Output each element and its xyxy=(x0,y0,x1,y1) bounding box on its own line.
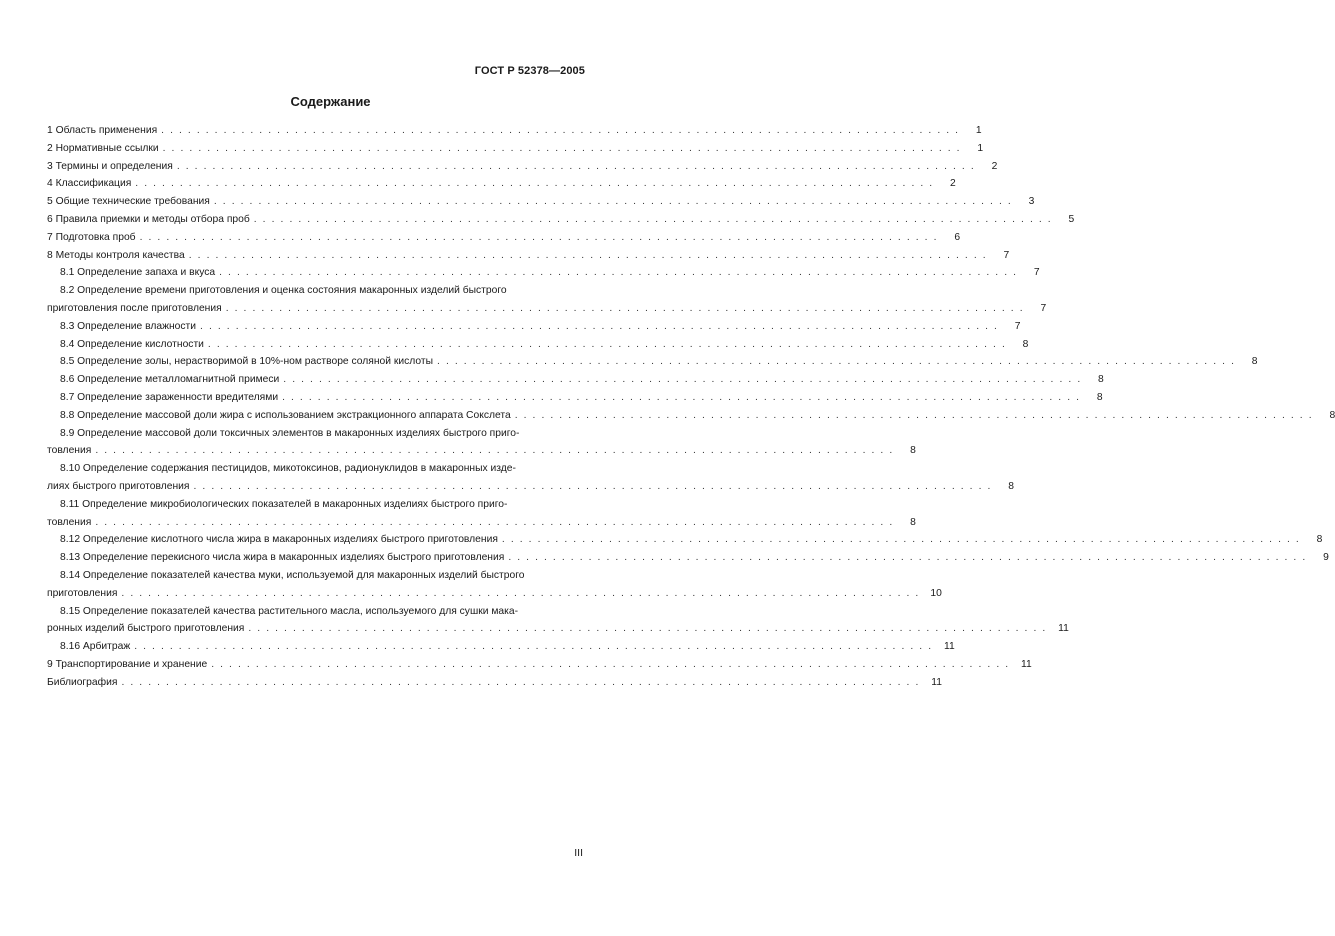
toc-entry xyxy=(47,549,1329,567)
toc-entry xyxy=(47,336,1029,354)
toc-entry-text: 8.8 Определение массовой доли жира с использованием экстракционного аппарата Сокслета xyxy=(60,409,511,421)
toc-entry xyxy=(47,638,955,656)
toc-page-number: 2 xyxy=(991,160,998,172)
toc-entry-text: 8.2 Определение времени приготовления и оценка состояния макаронных изделий быстрого xyxy=(60,285,507,297)
toc-entry xyxy=(47,656,1032,674)
toc-page-number: 8 xyxy=(910,516,916,528)
toc-entry xyxy=(47,674,942,692)
toc-entry-text: приготовления после приготовления xyxy=(47,302,222,314)
toc-entry-line xyxy=(47,282,587,300)
toc-entry xyxy=(47,211,1075,229)
dot-leader: . . . . . . . . . . . . . . . . . . . . . . . . . . . . . . . . . . . . . . . . . . . . . . . . . . . . . . . . . . . . . . . . . . . . . . . . . . . . . . . . . . . . . . . . . . xyxy=(200,320,999,332)
toc-entry-text: товления xyxy=(47,516,92,528)
toc-page-number: 11 xyxy=(1058,623,1069,635)
toc-page-number: 8 xyxy=(1008,480,1014,492)
toc-entry xyxy=(47,353,1258,371)
toc-entry-text: 8.1 Определение запаха и вкуса xyxy=(60,267,216,279)
toc-entry xyxy=(47,318,1021,336)
toc-entry xyxy=(47,407,1335,425)
toc-page-number: 10 xyxy=(930,587,942,599)
toc-entry xyxy=(47,514,916,532)
toc-page-number: 11 xyxy=(1021,658,1032,670)
dot-leader: . . . . . . . . . . . . . . . . . . . . . . . . . . . . . . . . . . . . . . . . . . . . . . . . . . . . . . . . . . . . . . . . . . . . . . . . . . . . . . . . . . . . . . . . . . xyxy=(508,552,1307,564)
toc-entry-text: лиях быстрого приготовления xyxy=(47,480,190,492)
toc-entry-text: 8.16 Арбитраж xyxy=(60,641,131,653)
dot-leader: . . . . . . . . . . . . . . . . . . . . . . . . . . . . . . . . . . . . . . . . . . . . . . . . . . . . . . . . . . . . . . . . . . . . . . . . . . . . . . . . . . . . . . . . . . xyxy=(95,516,894,528)
toc-page-number: 7 xyxy=(1040,302,1047,314)
toc-entry-line xyxy=(47,603,587,621)
dot-leader: . . . . . . . . . . . . . . . . . . . . . . . . . . . . . . . . . . . . . . . . . . . . . . . . . . . . . . . . . . . . . . . . . . . . . . . . . . . . . . . . . . . . . . . . . . xyxy=(283,374,1082,386)
dot-leader: . . . . . . . . . . . . . . . . . . . . . . . . . . . . . . . . . . . . . . . . . . . . . . . . . . . . . . . . . . . . . . . . . . . . . . . . . . . . . . . . . . . . . . . . . . xyxy=(248,623,1047,635)
toc-entry-text: 8.11 Определение микробиологических показателей в макаронных изделиях быстрого приго- xyxy=(60,498,508,510)
dot-leader: . . . . . . . . . . . . . . . . . . . . . . . . . . . . . . . . . . . . . . . . . . . . . . . . . . . . . . . . . . . . . . . . . . . . . . . . . . . . . . . . . . . . . . . . . . xyxy=(139,231,939,243)
toc-entry-text: 1 Область применения xyxy=(47,125,158,136)
toc-page-number: 9 xyxy=(1323,552,1329,564)
toc-entry xyxy=(47,229,961,247)
toc-entry xyxy=(47,122,982,140)
toc-entry-line xyxy=(47,567,587,585)
toc-entry-text: 2 Нормативные ссылки xyxy=(47,142,159,154)
toc-page-number: 8 xyxy=(1316,534,1323,546)
toc-page-number: 7 xyxy=(1014,320,1021,332)
toc-entry xyxy=(47,442,916,460)
dot-leader: . . . . . . . . . . . . . . . . . . . . . . . . . . . . . . . . . . . . . . . . . . . . . . . . . . . . . . . . . . . . . . . . . . . . . . . . . . . . . . . . . . . . . . . . . . xyxy=(207,338,1007,350)
toc-entry-text: 8.6 Определение металломагнитной примеси xyxy=(60,374,280,386)
dot-leader: . . . . . . . . . . . . . . . . . . . . . . . . . . . . . . . . . . . . . . . . . . . . . . . . . . . . . . . . . . . . . . . . . . . . . . . . . . . . . . . . . . . . . . . . . . xyxy=(188,249,988,261)
toc-entry-line xyxy=(47,460,587,478)
toc-page-number: 8 xyxy=(1098,374,1104,386)
toc-entry-line xyxy=(47,496,587,514)
toc-entry-text: 8.15 Определение показателей качества растительного масла, используемого для сушки мака- xyxy=(60,605,519,617)
dot-leader: . . . . . . . . . . . . . . . . . . . . . . . . . . . . . . . . . . . . . . . . . . . . . . . . . . . . . . . . . . . . . . . . . . . . . . . . . . . . . . . . . . . . . . . . . . xyxy=(193,480,992,492)
toc-entry-text: 7 Подготовка проб xyxy=(47,231,136,243)
toc-page-number: 8 xyxy=(1329,409,1335,421)
toc-entry-text: 8.12 Определение кислотного числа жира в макаронных изделиях быстрого приготовления xyxy=(60,534,498,546)
toc-entry-text: 8.7 Определение зараженности вредителями xyxy=(60,391,279,403)
toc-entry-text: 8.4 Определение кислотности xyxy=(60,338,204,350)
toc-entry xyxy=(47,531,1323,549)
toc-entry xyxy=(47,264,1040,282)
dot-leader: . . . . . . . . . . . . . . . . . . . . . . . . . . . . . . . . . . . . . . . . . . . . . . . . . . . . . . . . . . . . . . . . . . . . . . . . . . . . . . . . . . . . . . . . . . xyxy=(514,409,1314,421)
toc-entry-text: Библиография xyxy=(47,676,118,688)
toc-entry-line xyxy=(47,425,587,443)
toc-entry xyxy=(47,247,1010,265)
toc-page-number: 6 xyxy=(954,231,961,243)
toc-page-number: 7 xyxy=(1003,249,1010,261)
toc-entry-text: 6 Правила приемки и методы отбора проб xyxy=(47,213,250,225)
toc-entry xyxy=(47,620,1069,638)
toc-entry xyxy=(47,389,1103,407)
dot-leader: . . . . . . . . . . . . . . . . . . . . . . . . . . . . . . . . . . . . . . . . . . . . . . . . . . . . . . . . . . . . . . . . . . . . . . . . . . . . . . . . . . . . . . . . . . xyxy=(437,356,1236,368)
toc-entry xyxy=(47,175,956,193)
toc-entry-text: 8.9 Определение массовой доли токсичных элементов в макаронных изделиях быстрого приго- xyxy=(60,427,520,439)
toc-page-number: 8 xyxy=(910,445,916,457)
dot-leader: . . . . . . . . . . . . . . . . . . . . . . . . . . . . . . . . . . . . . . . . . . . . . . . . . . . . . . . . . . . . . . . . . . . . . . . . . . . . . . . . . . . . . . . . . . xyxy=(162,142,962,154)
dot-leader: . . . . . . . . . . . . . . . . . . . . . . . . . . . . . . . . . . . . . . . . . . . . . . . . . . . . . . . . . . . . . . . . . . . . . . . . . . . . . . . . . . . . . . . . . . xyxy=(282,391,1081,403)
table-of-contents xyxy=(47,122,1335,692)
toc-page-number: 8 xyxy=(1022,338,1029,350)
toc-page-number: 1 xyxy=(975,125,982,136)
toc-page-number: 11 xyxy=(931,676,942,688)
toc-entry xyxy=(47,585,942,603)
toc-title: Содержание xyxy=(290,94,371,109)
toc-entry-text: 8.14 Определение показателей качества муки, используемой для макаронных изделий быстрого xyxy=(60,569,525,581)
toc-entry-text: 8.5 Определение золы, нерастворимой в 10%-ном растворе соляной кислоты xyxy=(60,356,434,368)
toc-entry-text: 8.13 Определение перекисного числа жира в макаронных изделиях быстрого приготовления xyxy=(60,552,505,564)
toc-entry-text: 8.3 Определение влажности xyxy=(60,320,197,332)
toc-page-number: 8 xyxy=(1251,356,1258,368)
toc-page-number: 1 xyxy=(977,142,984,154)
toc-page-number: 3 xyxy=(1028,196,1035,208)
dot-leader: . . . . . . . . . . . . . . . . . . . . . . . . . . . . . . . . . . . . . . . . . . . . . . . . . . . . . . . . . . . . . . . . . . . . . . . . . . . . . . . . . . . . . . . . . . xyxy=(211,658,1010,670)
toc-entry-text: 8.10 Определение содержания пестицидов, микотоксинов, радионуклидов в макаронных изде- xyxy=(60,463,516,475)
toc-entry-text: 4 Классификация xyxy=(47,178,132,190)
toc-entry xyxy=(47,193,1035,211)
toc-entry-text: товления xyxy=(47,445,92,457)
toc-entry-text: ронных изделий быстрого приготовления xyxy=(47,623,245,635)
dot-leader: . . . . . . . . . . . . . . . . . . . . . . . . . . . . . . . . . . . . . . . . . . . . . . . . . . . . . . . . . . . . . . . . . . . . . . . . . . . . . . . . . . . . . . . . . . xyxy=(95,445,894,457)
dot-leader: . . . . . . . . . . . . . . . . . . . . . . . . . . . . . . . . . . . . . . . . . . . . . . . . . . . . . . . . . . . . . . . . . . . . . . . . . . . . . . . . . . . . . . . . . . xyxy=(121,587,920,599)
dot-leader: . . . . . . . . . . . . . . . . . . . . . . . . . . . . . . . . . . . . . . . . . . . . . . . . . . . . . . . . . . . . . . . . . . . . . . . . . . . . . . . . . . . . . . . . . . xyxy=(501,534,1301,546)
dot-leader: . . . . . . . . . . . . . . . . . . . . . . . . . . . . . . . . . . . . . . . . . . . . . . . . . . . . . . . . . . . . . . . . . . . . . . . . . . . . . . . . . . . . . . . . . . xyxy=(253,213,1053,225)
page-number: III xyxy=(574,847,583,859)
toc-entry xyxy=(47,371,1104,389)
dot-leader: . . . . . . . . . . . . . . . . . . . . . . . . . . . . . . . . . . . . . . . . . . . . . . . . . . . . . . . . . . . . . . . . . . . . . . . . . . . . . . . . . . . . . . . . . . xyxy=(225,302,1025,314)
standard-designation: ГОСТ Р 52378—2005 xyxy=(474,65,585,77)
toc-page-number: 11 xyxy=(943,641,955,653)
dot-leader: . . . . . . . . . . . . . . . . . . . . . . . . . . . . . . . . . . . . . . . . . . . . . . . . . . . . . . . . . . . . . . . . . . . . . . . . . . . . . . . . . . . . . . . . . . xyxy=(135,178,934,190)
toc-page-number: 8 xyxy=(1096,391,1103,403)
toc-entry-text: 5 Общие технические требования xyxy=(47,196,210,208)
toc-entry-text: 9 Транспортирование и хранение xyxy=(47,658,208,670)
toc-entry-text: 8 Методы контроля качества xyxy=(47,249,185,261)
toc-page-number: 2 xyxy=(950,178,956,190)
toc-page-number: 7 xyxy=(1033,267,1040,279)
toc-entry-text: 3 Термины и определения xyxy=(47,160,173,172)
toc-page-number: 5 xyxy=(1068,213,1075,225)
dot-leader: . . . . . . . . . . . . . . . . . . . . . . . . . . . . . . . . . . . . . . . . . . . . . . . . . . . . . . . . . . . . . . . . . . . . . . . . . . . . . . . . . . . . . . . . . . xyxy=(121,676,920,688)
dot-leader: . . . . . . . . . . . . . . . . . . . . . . . . . . . . . . . . . . . . . . . . . . . . . . . . . . . . . . . . . . . . . . . . . . . . . . . . . . . . . . . . . . . . . . . . . . xyxy=(161,125,960,136)
toc-entry xyxy=(47,140,984,158)
dot-leader: . . . . . . . . . . . . . . . . . . . . . . . . . . . . . . . . . . . . . . . . . . . . . . . . . . . . . . . . . . . . . . . . . . . . . . . . . . . . . . . . . . . . . . . . . . xyxy=(176,160,976,172)
toc-entry-text: приготовления xyxy=(47,587,118,599)
toc-entry xyxy=(47,158,998,176)
toc-entry xyxy=(47,478,1014,496)
dot-leader: . . . . . . . . . . . . . . . . . . . . . . . . . . . . . . . . . . . . . . . . . . . . . . . . . . . . . . . . . . . . . . . . . . . . . . . . . . . . . . . . . . . . . . . . . . xyxy=(219,267,1018,279)
toc-entry xyxy=(47,300,1047,318)
dot-leader: . . . . . . . . . . . . . . . . . . . . . . . . . . . . . . . . . . . . . . . . . . . . . . . . . . . . . . . . . . . . . . . . . . . . . . . . . . . . . . . . . . . . . . . . . . xyxy=(134,641,933,653)
dot-leader: . . . . . . . . . . . . . . . . . . . . . . . . . . . . . . . . . . . . . . . . . . . . . . . . . . . . . . . . . . . . . . . . . . . . . . . . . . . . . . . . . . . . . . . . . . xyxy=(213,196,1013,208)
